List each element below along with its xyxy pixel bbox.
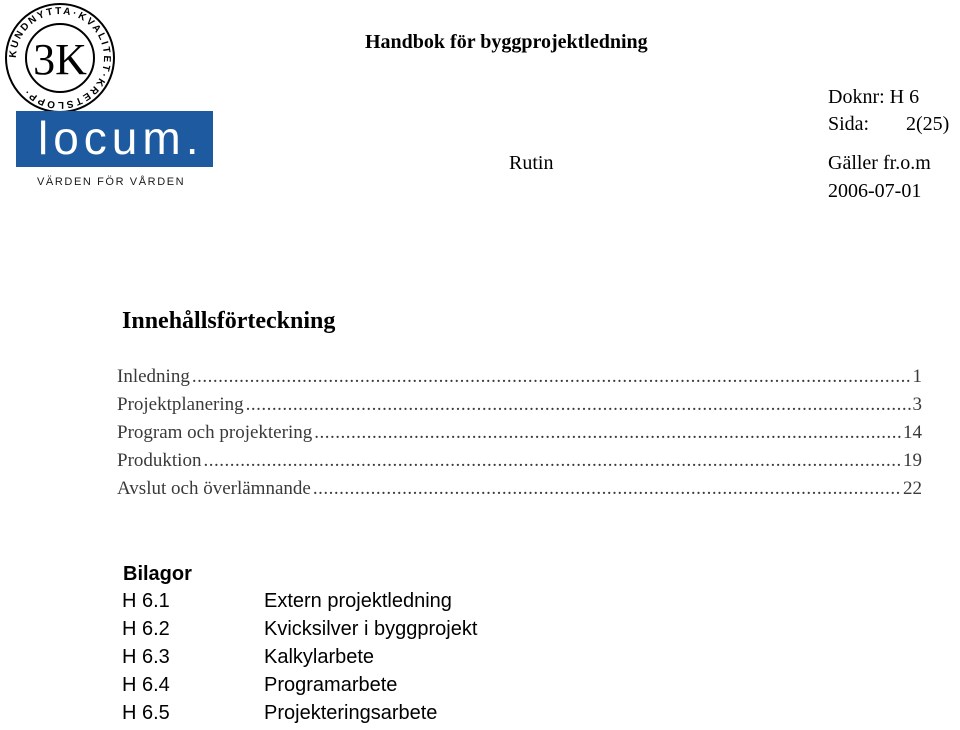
locum-logo (16, 111, 213, 167)
toc-entry-label: Projektplanering (117, 394, 244, 415)
appendix-code: H 6.5 (122, 702, 170, 724)
appendix-title: Projekteringsarbete (264, 702, 438, 724)
locum-tagline: VÄRDEN FÖR VÅRDEN (37, 176, 186, 188)
page-value: 2(25) (906, 113, 950, 135)
appendix-title: Kalkylarbete (264, 646, 375, 668)
3k-seal-logo (4, 2, 116, 114)
toc-heading: Innehållsförteckning (122, 308, 336, 334)
appendix-title: Programarbete (264, 674, 398, 696)
toc-leader-dots (203, 450, 901, 472)
appendix-item (122, 674, 622, 702)
appendix-title: Extern projektledning (264, 590, 452, 612)
toc-entry-label: Avslut och överlämnande (117, 478, 311, 499)
appendix-item (122, 618, 622, 646)
appendix-title: Kvicksilver i byggprojekt (264, 618, 478, 640)
seal-center-text: 3K (33, 35, 87, 84)
appendix-code: H 6.1 (122, 590, 170, 612)
toc-entry-label: Produktion (117, 450, 202, 471)
toc-entry[interactable] (117, 394, 922, 422)
valid-from-date: 2006-07-01 (828, 180, 922, 202)
toc-entry-page: 14 (903, 422, 922, 443)
page-label: Sida: (828, 113, 870, 135)
appendix-code: H 6.3 (122, 646, 170, 668)
toc-leader-dots (246, 394, 911, 416)
toc-entry-page: 3 (912, 394, 922, 415)
toc-entry-page: 1 (912, 366, 922, 387)
appendices-heading: Bilagor (123, 563, 192, 585)
appendix-item (122, 646, 622, 674)
toc-entry-page: 22 (903, 478, 922, 499)
appendix-item (122, 702, 622, 730)
locum-logo-text: locum. (38, 112, 204, 164)
toc-entry-label: Program och projektering (117, 422, 313, 443)
table-of-contents (117, 366, 922, 506)
toc-entry[interactable] (117, 422, 922, 450)
appendix-item (122, 590, 622, 618)
document-type: Rutin (509, 152, 554, 174)
appendix-code: H 6.4 (122, 674, 170, 696)
seal-ring-text: KUNDNYTTA·KVALITET·KRETSLOPP· (7, 5, 113, 111)
toc-leader-dots (313, 478, 901, 500)
document-number: Doknr: H 6 (828, 86, 920, 108)
appendix-code: H 6.2 (122, 618, 170, 640)
toc-entry[interactable] (117, 478, 922, 506)
valid-from-label: Gäller fr.o.m (828, 152, 931, 174)
document-title: Handbok för byggprojektledning (365, 31, 648, 53)
appendix-list (122, 590, 622, 730)
toc-entry-page: 19 (903, 450, 922, 471)
toc-entry-label: Inledning (117, 366, 190, 387)
toc-entry[interactable] (117, 366, 922, 394)
toc-entry[interactable] (117, 450, 922, 478)
toc-leader-dots (314, 422, 901, 444)
toc-leader-dots (192, 366, 911, 388)
